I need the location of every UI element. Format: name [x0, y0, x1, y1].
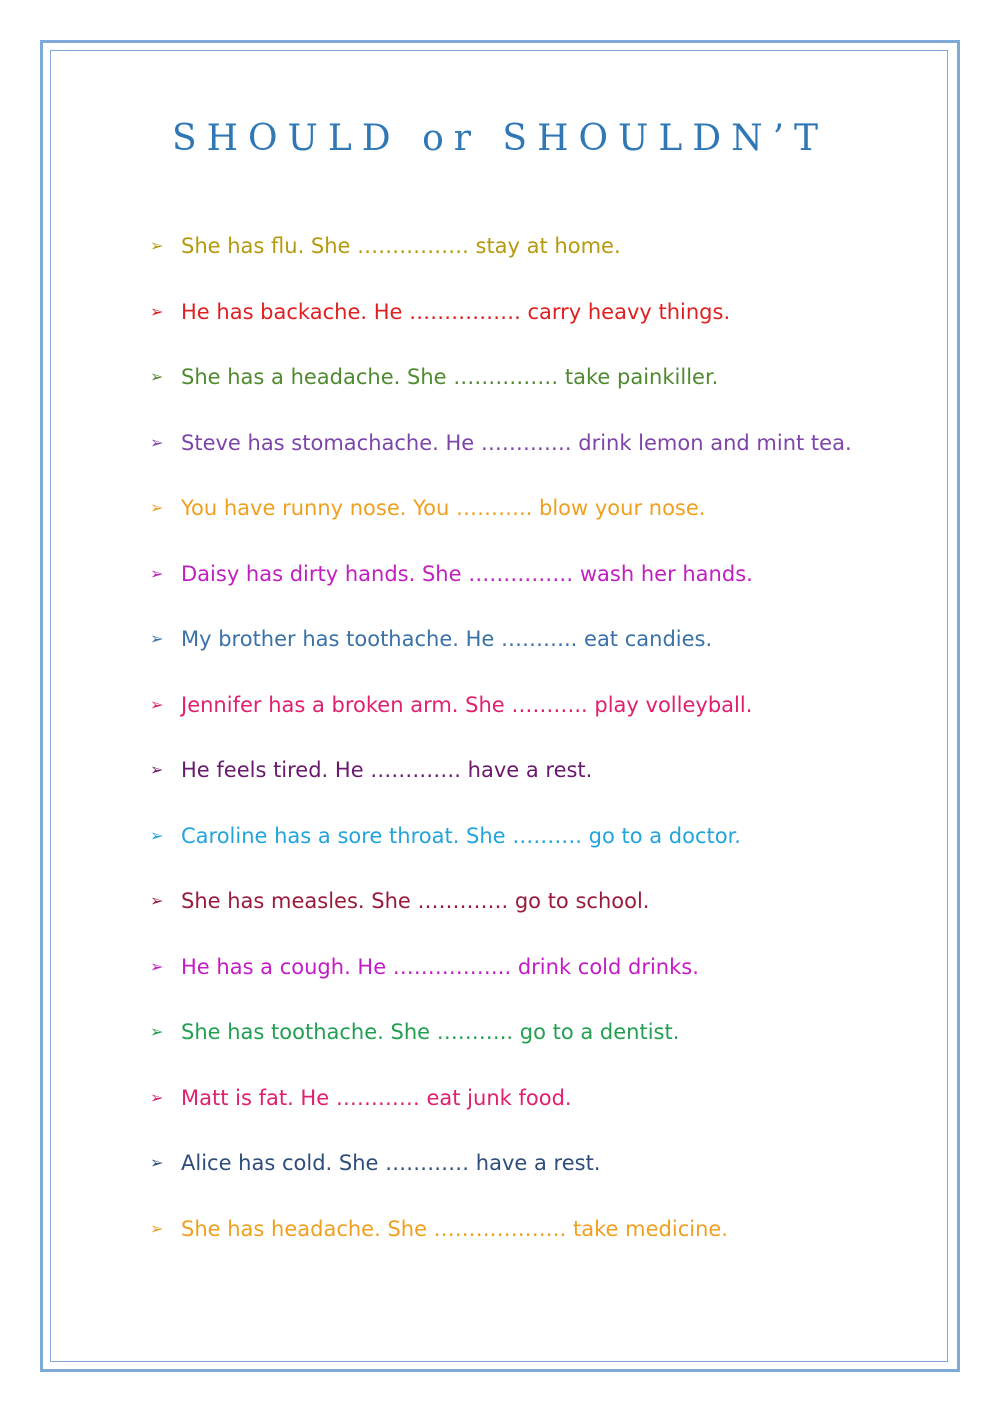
arrow-bullet-icon: ➢	[150, 236, 164, 255]
exercise-item	[150, 488, 852, 554]
arrow-bullet-icon: ➢	[150, 367, 164, 386]
arrow-bullet-icon: ➢	[150, 1087, 164, 1107]
exercise-sentence: Alice has cold. She ………… have a rest.	[181, 1151, 601, 1175]
arrow-bullet-icon: ➢	[150, 825, 164, 845]
exercise-item	[150, 1078, 852, 1144]
exercise-sentence: My brother has toothache. He ……….. eat candies.	[181, 627, 713, 651]
arrow-bullet-icon: ➢	[150, 563, 164, 583]
arrow-bullet-icon: ➢	[150, 629, 164, 648]
exercise-sentence: She has flu. She ……………. stay at home.	[181, 234, 621, 258]
exercise-sentence: Matt is fat. He ………… eat junk food.	[181, 1085, 572, 1110]
arrow-bullet-icon: ➢	[150, 301, 164, 321]
exercise-item	[150, 226, 852, 292]
exercise-item	[150, 947, 852, 1013]
exercise-item	[150, 1209, 852, 1275]
exercise-item	[150, 881, 852, 947]
exercise-item	[150, 292, 852, 358]
exercise-sentence: She has headache. She ………………. take medicine.	[181, 1216, 728, 1241]
arrow-bullet-icon: ➢	[150, 432, 164, 452]
exercise-item	[150, 423, 852, 489]
page-title: SHOULD or SHOULDN’T	[171, 118, 829, 159]
exercise-sentence: He has a cough. He …………….. drink cold drinks.	[181, 954, 699, 979]
exercise-list	[150, 226, 852, 1274]
arrow-bullet-icon: ➢	[150, 760, 164, 779]
arrow-bullet-icon: ➢	[150, 956, 164, 976]
arrow-bullet-icon: ➢	[150, 1153, 164, 1172]
exercise-item	[150, 750, 852, 816]
exercise-sentence: Caroline has a sore throat. She ………. go to a doctor.	[181, 823, 741, 848]
exercise-item	[150, 619, 852, 685]
exercise-item	[150, 816, 852, 882]
exercise-item	[150, 685, 852, 751]
arrow-bullet-icon: ➢	[150, 1218, 164, 1238]
exercise-item	[150, 1012, 852, 1078]
exercise-sentence: He has backache. He ……………. carry heavy things.	[181, 299, 731, 324]
arrow-bullet-icon: ➢	[150, 694, 164, 714]
exercise-sentence: Jennifer has a broken arm. She ……….. play volleyball.	[181, 692, 753, 717]
exercise-sentence: Steve has stomachache. He …………. drink lemon and mint tea.	[181, 430, 852, 455]
exercise-sentence: You have runny nose. You ……….. blow your nose.	[181, 496, 706, 520]
arrow-bullet-icon: ➢	[150, 891, 164, 910]
arrow-bullet-icon: ➢	[150, 498, 164, 517]
exercise-item	[150, 357, 852, 423]
exercise-sentence: She has a headache. She …………… take painkiller.	[181, 365, 719, 389]
exercise-item	[150, 554, 852, 620]
exercise-sentence: He feels tired. He …………. have a rest.	[181, 758, 593, 782]
exercise-sentence: She has toothache. She ……….. go to a dentist.	[181, 1020, 680, 1044]
exercise-item	[150, 1143, 852, 1209]
exercise-sentence: Daisy has dirty hands. She …………… wash her hands.	[181, 561, 753, 586]
arrow-bullet-icon: ➢	[150, 1022, 164, 1041]
exercise-sentence: She has measles. She …………. go to school.	[181, 889, 650, 913]
